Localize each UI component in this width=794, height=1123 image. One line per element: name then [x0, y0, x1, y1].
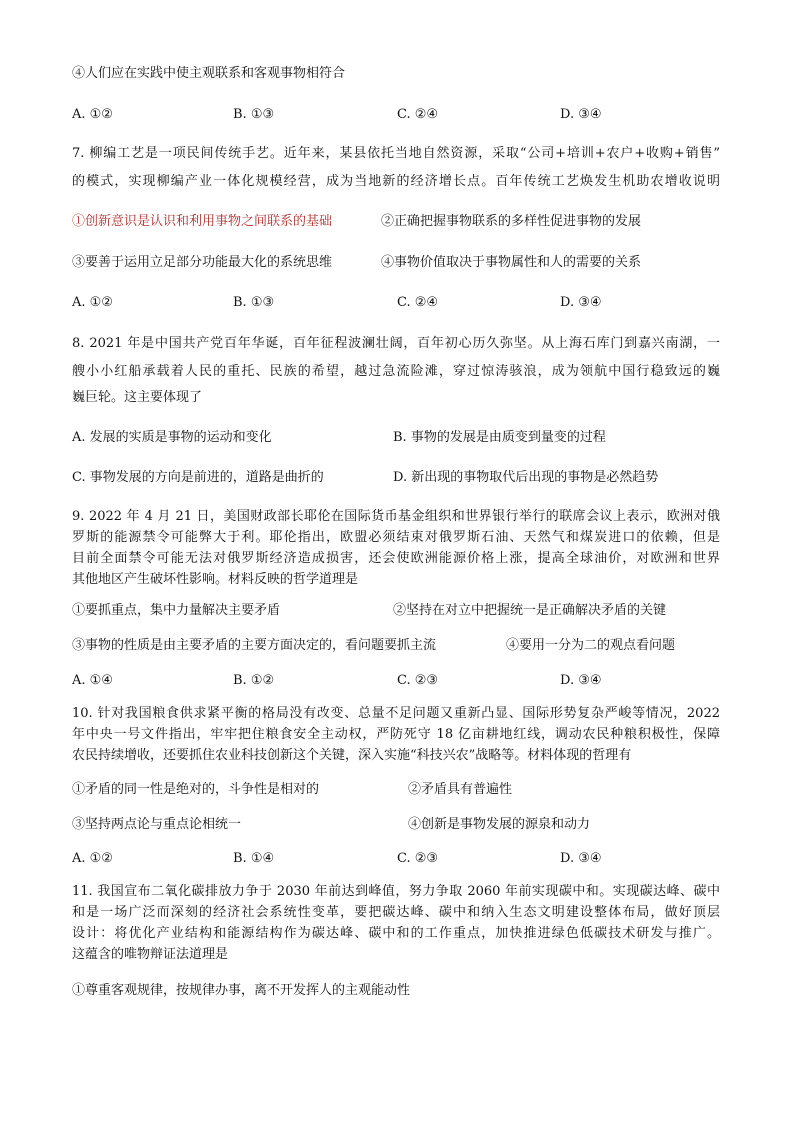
q11-stem-line-4: 这蕴含的唯物辩证法道理是 [72, 947, 229, 962]
q6-option-a: A. ①② [72, 107, 113, 122]
q10-option-d: D. ③④ [560, 851, 602, 866]
q11-item-1: ①尊重客观规律，按规律办事，离不开发挥人的主观能动性 [72, 983, 411, 998]
q7-item-4: ④事物价值取决于事物属性和人的需要的关系 [381, 255, 642, 270]
q6-option-d: D. ③④ [560, 107, 602, 122]
q11-stem-line-3: 设计：将优化产业结构和能源结构作为碳达峰、碳中和的工作重点，加快推进绿色低碳技术研发与推广。 [72, 926, 720, 941]
q7-option-d: D. ③④ [560, 295, 602, 310]
q7-option-a: A. ①② [72, 295, 113, 310]
q6-option-b: B. ①③ [233, 107, 275, 122]
q7-stem-line-1: 7. 柳编工艺是一项民间传统手艺。近年来，某县依托当地自然资源，采取“公司+培训+农户+收购+销售” [72, 146, 720, 161]
q8-option-a: A. 发展的实质是事物的运动和变化 [72, 430, 272, 445]
q9-item-1: ①要抓重点，集中力量解决主要矛盾 [72, 603, 281, 618]
q6-option-c: C. ②④ [397, 107, 439, 122]
q11-stem-line-2: 和是一场广泛而深刻的经济社会系统性变革，要把碳达峰、碳中和纳入生态文明建设整体布局，做好顶层 [72, 905, 720, 920]
q10-stem-line-2: 年中央一号文件指出，牢牢把住粮食安全主动权，严防死守 18 亿亩耕地红线，调动农民种粮积极性，保障 [72, 727, 720, 742]
q6-item-4: ④人们应在实践中使主观联系和客观事物相符合 [72, 66, 346, 81]
q8-option-d: D. 新出现的事物取代后出现的事物是必然趋势 [393, 470, 659, 485]
q7-option-b: B. ①③ [233, 295, 275, 310]
q10-stem-line-3: 农民持续增收，还要抓住农业科技创新这个关键，深入实施“科技兴农”战略等。材料体现的哲理有 [72, 748, 632, 763]
q8-stem-line-1: 8. 2021 年是中国共产党百年华诞，百年征程波澜壮阔，百年初心历久弥坚。从上海石库门到嘉兴南湖，一 [72, 336, 720, 351]
q10-stem-line-1: 10. 针对我国粮食供求紧平衡的格局没有改变、总量不足问题又重新凸显、国际形势复杂严峻等情况，2022 [72, 706, 720, 721]
q8-option-c: C. 事物发展的方向是前进的，道路是曲折的 [72, 470, 324, 485]
q8-stem-line-3: 巍巨轮。这主要体现了 [72, 390, 203, 405]
q11-stem-line-1: 11. 我国宣布二氧化碳排放力争于 2030 年前达到峰值，努力争取 2060 年前实现碳中和。实现碳达峰、碳中 [72, 884, 720, 899]
q9-item-2: ②坚持在对立中把握统一是正确解决矛盾的关键 [393, 603, 667, 618]
q10-item-1: ①矛盾的同一性是绝对的，斗争性是相对的 [72, 782, 320, 797]
q9-option-c: C. ②③ [397, 673, 439, 688]
q9-stem-line-4: 其他地区产生破坏性影响。材料反映的哲学道理是 [72, 572, 359, 587]
q8-option-b: B. 事物的发展是由质变到量变的过程 [393, 430, 606, 445]
q10-item-4: ④创新是事物发展的源泉和动力 [408, 817, 591, 832]
q10-item-3: ③坚持两点论与重点论相统一 [72, 817, 242, 832]
q9-option-d: D. ③④ [560, 673, 602, 688]
q10-option-b: B. ①④ [233, 851, 275, 866]
q9-stem-line-1: 9. 2022 年 4 月 21 日，美国财政部长耶伦在国际货币基金组织和世界银行举行的联席会议上表示，欧洲对俄 [72, 509, 720, 524]
q7-item-1: ①创新意识是认识和利用事物之间联系的基础 [72, 214, 333, 229]
q7-item-3: ③要善于运用立足部分功能最大化的系统思维 [72, 255, 333, 270]
q7-option-c: C. ②④ [397, 295, 439, 310]
q8-stem-line-2: 艘小小红船承载着人民的重托、民族的希望，越过急流险滩，穿过惊涛骇浪，成为领航中国行稳致远的巍 [72, 364, 720, 379]
q7-stem-line-2: 的模式，实现柳编产业一体化规模经营，成为当地新的经济增长点。百年传统工艺焕发生机助农增收说明 [72, 174, 720, 189]
q10-option-c: C. ②③ [397, 851, 439, 866]
q9-stem-line-2: 罗斯的能源禁令可能弊大于利。耶伦指出，欧盟必须结束对俄罗斯石油、天然气和煤炭进口的依赖，但是 [72, 530, 720, 545]
q9-item-4: ④要用一分为二的观点看问题 [506, 638, 676, 653]
q9-option-b: B. ①② [233, 673, 275, 688]
q10-item-2: ②矛盾具有普遍性 [408, 782, 513, 797]
q9-item-3: ③事物的性质是由主要矛盾的主要方面决定的，看问题要抓主流 [72, 638, 437, 653]
q7-item-2: ②正确把握事物联系的多样性促进事物的发展 [381, 214, 642, 229]
q9-option-a: A. ①④ [72, 673, 113, 688]
q9-stem-line-3: 目前全面禁令可能无法对俄罗斯经济造成损害，还会使欧洲能源价格上涨，提高全球油价，对欧洲和世界 [72, 551, 720, 566]
q10-option-a: A. ①② [72, 851, 113, 866]
